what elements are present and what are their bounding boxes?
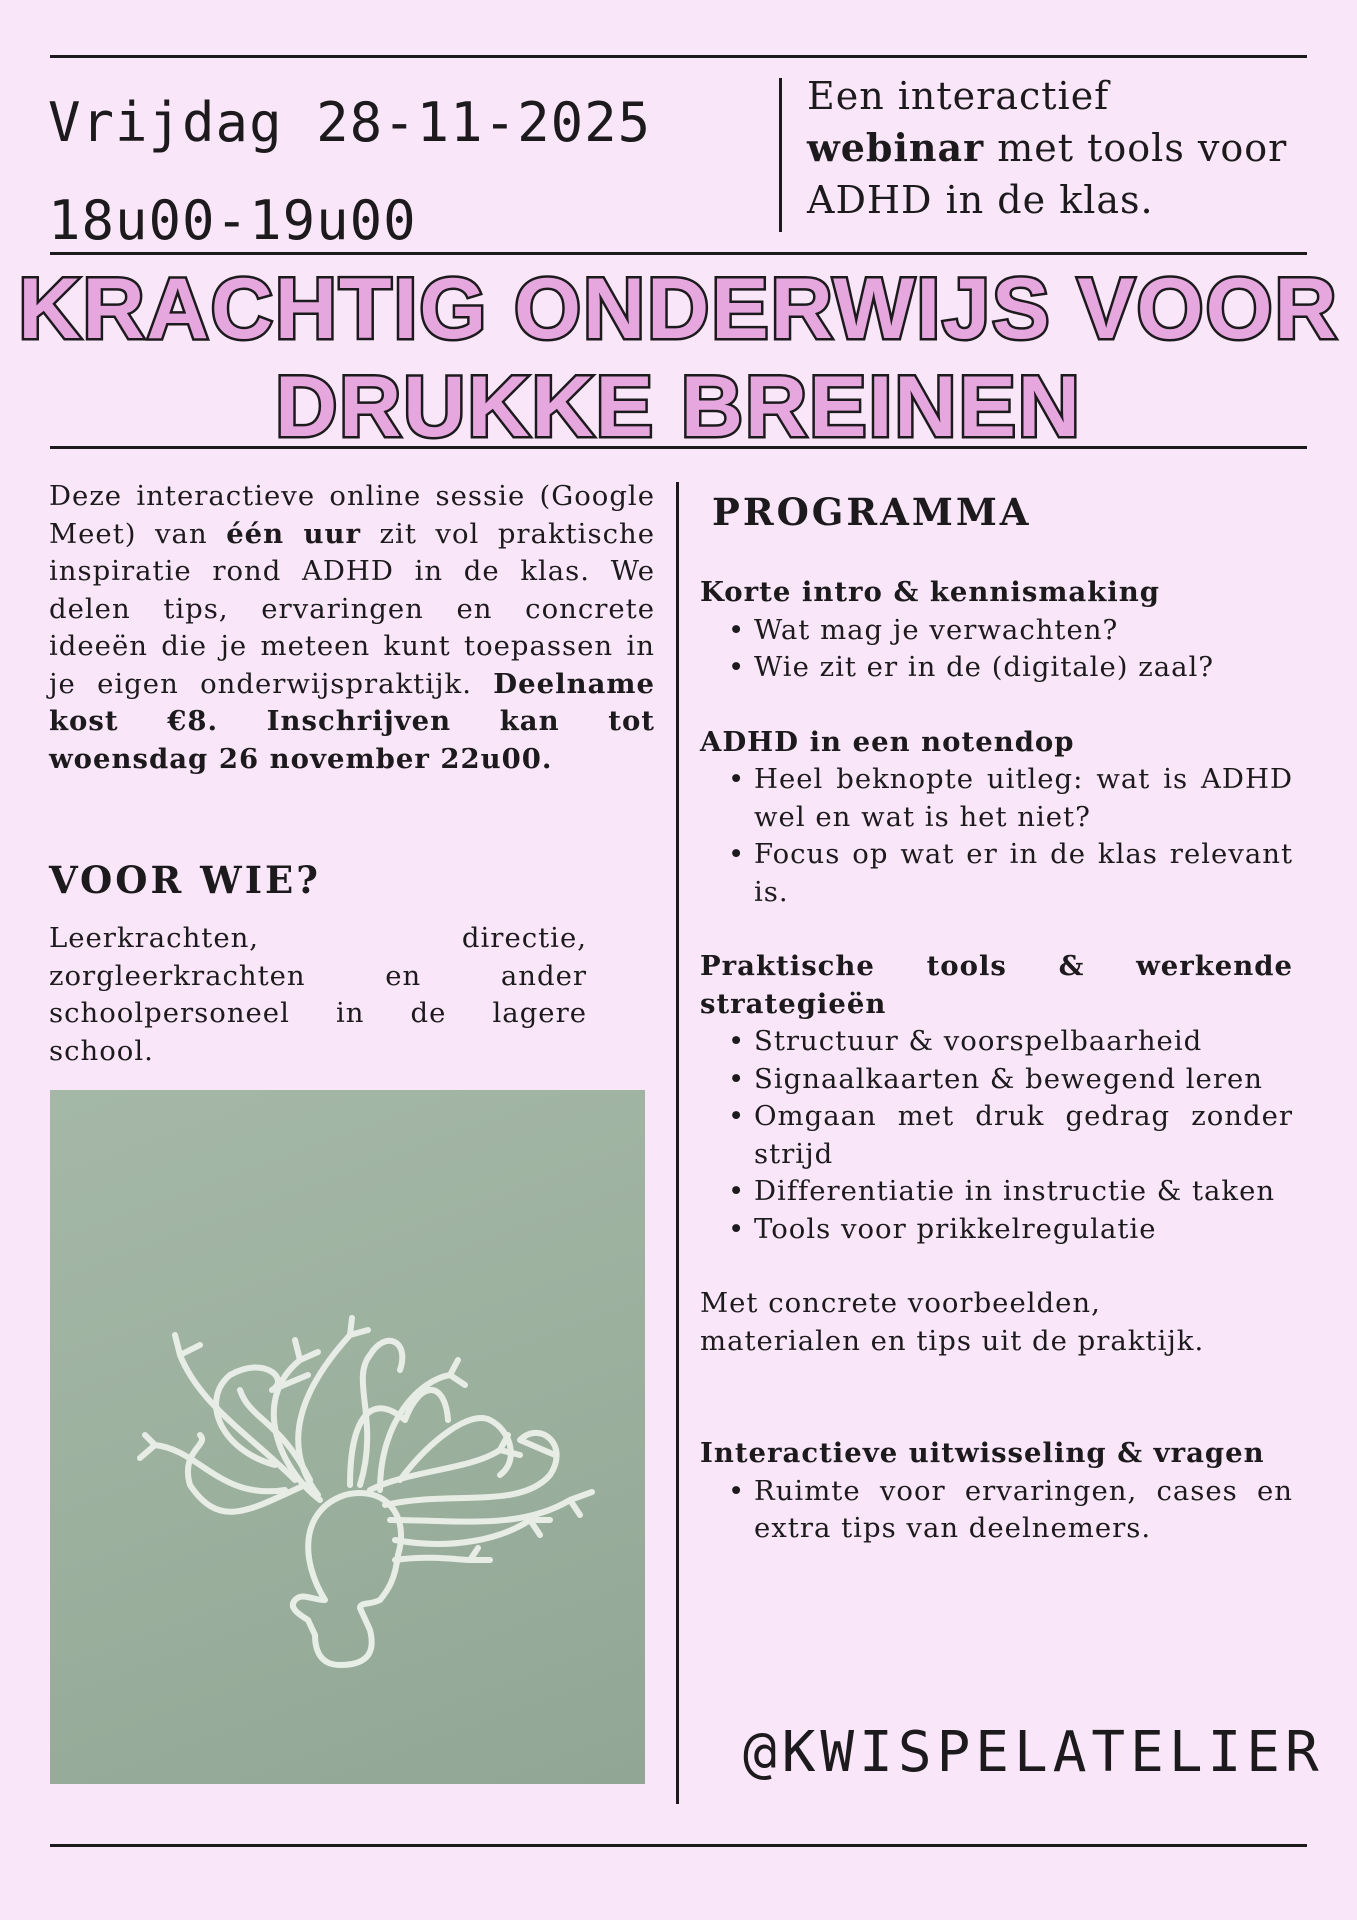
voor-wie-text: Leerkrachten, directie, zorgleerkrachten en ander schoolpersoneel in de lagere school. — [49, 922, 587, 1067]
intro-bold: webinar — [807, 125, 985, 170]
block-items — [700, 1473, 1293, 1548]
programma-title: PROGRAMMA — [712, 490, 1032, 534]
session-description — [49, 478, 655, 778]
list-item: • Differentiatie in instructie & taken — [700, 1173, 1293, 1211]
program-block-adhd — [700, 724, 1293, 912]
program-block-exchange — [700, 1435, 1293, 1548]
block-title: ADHD in een notendop — [700, 725, 1075, 758]
list-item: • Ruimte voor ervaringen, cases en extra tips van deelnemers. — [700, 1473, 1293, 1548]
chalk-head-arrows-icon — [50, 1090, 645, 1784]
list-item: • Wie zit er in de (digitale) zaal? — [700, 649, 1293, 687]
title-line1: KRACHTIG ONDERWIJS VOOR — [18, 261, 1339, 357]
column-divider — [676, 482, 679, 1804]
main-title — [0, 260, 1357, 456]
list-item: • Structuur & voorspelbaarheid — [700, 1023, 1293, 1061]
desc-part1: Deze interactieve online sessie (Google Meet) van — [49, 480, 655, 550]
social-handle: @KWISPELATELIER — [743, 1720, 1324, 1785]
program-block-tools — [700, 948, 1293, 1248]
desc-duration: één uur — [226, 517, 362, 550]
chalk-head-image — [50, 1090, 645, 1784]
block-items — [700, 1023, 1293, 1248]
top-rule — [50, 55, 1307, 58]
block-title: Korte intro & kennismaking — [700, 576, 1160, 608]
list-item: • Heel beknopte uitleg: wat is ADHD wel en wat is het niet? — [700, 761, 1293, 836]
list-item: • Signaalkaarten & bewegend leren — [700, 1061, 1293, 1099]
desc-price-deadline: Deelname kost €8. Inschrijven kan tot woensdag 26 november 22u00. — [49, 667, 655, 775]
event-date-time — [48, 74, 768, 270]
event-date: Vrijdag 28-11-2025 — [48, 91, 652, 154]
desc-part2: zit vol praktische inspiratie rond ADHD in de klas. We delen tips, ervaringen en concrete ideeën die je meteen kunt toepassen in je eigen onderwijspraktijk. — [49, 517, 655, 700]
left-column — [49, 478, 655, 778]
webinar-intro — [807, 70, 1327, 226]
intro-part2: met tools voor ADHD in de klas. — [807, 126, 1288, 222]
voor-wie-title: VOOR WIE? — [49, 858, 321, 902]
block-title: Interactieve uitwisseling & vragen — [700, 1437, 1265, 1469]
right-column — [700, 478, 1293, 1548]
title-line2: DRUKKE BREINEN — [275, 359, 1082, 455]
event-time: 18u00-19u00 — [48, 189, 417, 252]
block-items — [700, 612, 1293, 687]
list-item: • Focus op wat er in de klas relevant is. — [700, 836, 1293, 911]
list-item: • Tools voor prikkelregulatie — [700, 1211, 1293, 1249]
list-item: • Wat mag je verwachten? — [700, 612, 1293, 650]
program-block-intro — [700, 574, 1293, 687]
bottom-rule — [50, 1844, 1307, 1847]
program-note: Met concrete voorbeelden, materialen en tips uit de praktijk. — [700, 1287, 1205, 1357]
list-item: • Omgaan met druk gedrag zonder strijd — [700, 1098, 1293, 1173]
block-title: Praktische tools & werkende strategieën — [700, 950, 1293, 1020]
header-divider — [779, 78, 782, 232]
block-items — [700, 761, 1293, 911]
intro-part1: Een interactief — [807, 74, 1110, 118]
